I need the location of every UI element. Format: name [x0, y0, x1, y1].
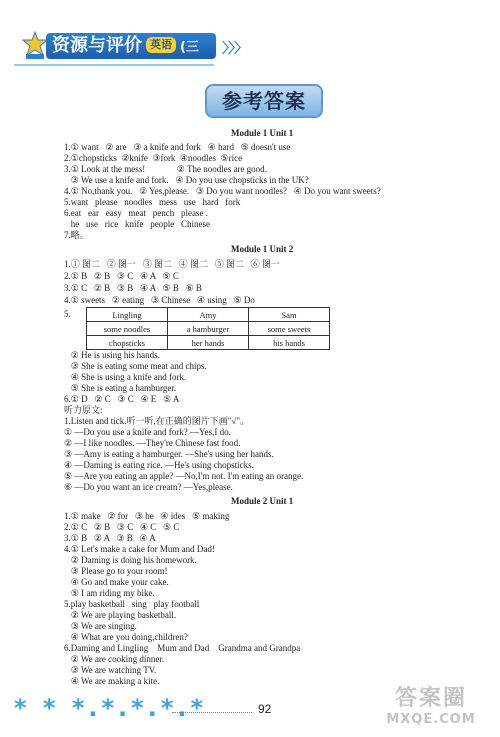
- section-title: Module 1 Unit 2: [231, 244, 294, 254]
- table-row: [87, 322, 330, 336]
- answer-line: ⑥ —Do you want an ice cream? —Yes,please.: [64, 482, 233, 492]
- answer-line: he use rice knife people Chinese: [64, 219, 210, 229]
- answer-line: ④ What are you doing,children?: [64, 632, 188, 642]
- answer-line: 1.① want ② are ③ a knife and fork ④ hard ⑤ doesn't use: [64, 142, 291, 152]
- answer-line: 4.① sweets ② eating ③ Chinese ④ using ⑤ Do: [64, 295, 255, 305]
- answer-line: 3.① Look at the mess! ② The noodles are good.: [64, 164, 267, 174]
- answer-line: ① —Do you use a knife and fork? —Yes,I do.: [64, 427, 231, 437]
- answer-line: 6.eat ear easy meat pench please .: [64, 208, 208, 218]
- answer-line: ④ —Daming is eating rice. —He's using chopsticks.: [64, 460, 254, 470]
- answer-table: [86, 307, 330, 350]
- edition-label: (三起)(外研版): [52, 40, 199, 83]
- table-header-cell: Lingling: [87, 308, 168, 322]
- table-cell: his hands: [249, 336, 330, 350]
- answer-line: 2.① B ② B ③ C ④ A ⑤ C: [64, 271, 179, 281]
- answer-line: 7.略。: [64, 230, 89, 240]
- answer-line: ⑤ She is eating a hamburger.: [64, 383, 177, 393]
- table-header-row: [87, 308, 330, 322]
- chevrons-icon: 〉〉〉: [222, 41, 247, 57]
- table-cell: some noodles: [87, 322, 168, 336]
- answer-line: 1.Listen and tick.听一听,在正确的图片下画"√"。: [64, 416, 250, 426]
- series-title: 资源与评价: [52, 35, 142, 56]
- answer-line: 5.play basketball sing play football: [64, 599, 200, 609]
- watermark-text: 答案圈: [394, 686, 467, 711]
- header-divider: [14, 64, 214, 66]
- answer-line: 2.①chopsticks ②knife ③fork ④noodles ⑤rice: [64, 153, 243, 163]
- answer-line: ④ Go and make your cake.: [64, 577, 169, 587]
- answer-line: ③ We are singing.: [64, 621, 137, 631]
- answer-line: ⑤ I am riding my bike.: [64, 588, 155, 598]
- subject-badge: 英语: [146, 37, 176, 53]
- table-cell: a hamburger: [168, 322, 249, 336]
- answer-line: ② We are playing basketball.: [64, 610, 177, 620]
- answer-line: ③ —Amy is eating a hamburger. —She's using her hands.: [64, 449, 274, 459]
- watermark-url: MXQE.COM: [386, 712, 476, 727]
- table-header-cell: Sam: [249, 308, 330, 322]
- series-banner: [46, 33, 216, 83]
- section-title: Module 1 Unit 1: [231, 128, 294, 138]
- table-cell: some sweets: [249, 322, 330, 336]
- answer-line: 4.① No,thank you. ② Yes,please. ③ Do you want noodles? ④ Do you want sweets?: [64, 186, 381, 196]
- page-title: 参考答案: [205, 84, 323, 118]
- answer-line: 5.want please noodles mess use hard fork: [64, 197, 241, 207]
- answer-line: ② We are cooking dinner.: [64, 654, 165, 664]
- answer-line: 3.① B ② A ③ B ④ A: [64, 533, 156, 543]
- answer-line: 4.① Let's make a cake for Mum and Dad!: [64, 544, 215, 554]
- answer-line: ② —I like noodles. —They're Chinese fast food.: [64, 438, 241, 448]
- answer-line: ③ She is eating some meat and chips.: [64, 361, 207, 371]
- answer-line: ③ We use a knife and fork. ④ Do you use chopsticks in the UK?: [64, 175, 309, 185]
- answer-line: ② He is using his hands.: [64, 350, 160, 360]
- answer-line: ③ We are watching TV.: [64, 665, 157, 675]
- answer-line: 3.① C ② B ③ B ④ A ⑤ B ⑥ B: [64, 283, 202, 293]
- answer-line: ② Daming is doing his homework.: [64, 555, 197, 565]
- page-header: [0, 0, 500, 83]
- answer-line: 2.① C ② B ③ C ④ C ⑤ C: [64, 522, 180, 532]
- answer-line: 1.① 图二 ② 图一 ③ 图二 ④ 图二 ⑤ 图二 ⑥ 图一: [64, 259, 281, 269]
- table-row: [87, 336, 330, 350]
- answer-line: ③ Please go to your room!: [64, 566, 168, 576]
- answer-line: 6.① D ② C ③ C ④ E ⑤ A: [64, 394, 180, 404]
- answer-line: ④ She is using a knife and fork.: [64, 372, 187, 382]
- decorative-stars-icon: * * *.*.*.*.*: [14, 694, 208, 722]
- section-title: Module 2 Unit 1: [231, 496, 294, 506]
- table-cell: her hands: [168, 336, 249, 350]
- answer-line: ④ We are making a kite.: [64, 676, 160, 686]
- answer-line: 听力原文:: [64, 405, 103, 415]
- answer-line: 6.Daming and Lingling Mum and Dad Grandma and Grandpa: [64, 643, 301, 653]
- answer-line: 5.: [64, 309, 71, 319]
- table-header-cell: Amy: [168, 308, 249, 322]
- watermark-logo: [372, 686, 490, 732]
- answer-line: ⑤ —Are you eating an apple? —No,I'm not. I'm eating an orange.: [64, 471, 304, 481]
- footer-dotted-line: [172, 712, 252, 713]
- page-number: 92: [258, 702, 272, 716]
- book-logo-icon: [22, 30, 48, 60]
- table-cell: chopsticks: [87, 336, 168, 350]
- answer-line: 1.① make ② for ③ be ④ ides ⑤ making: [64, 511, 230, 521]
